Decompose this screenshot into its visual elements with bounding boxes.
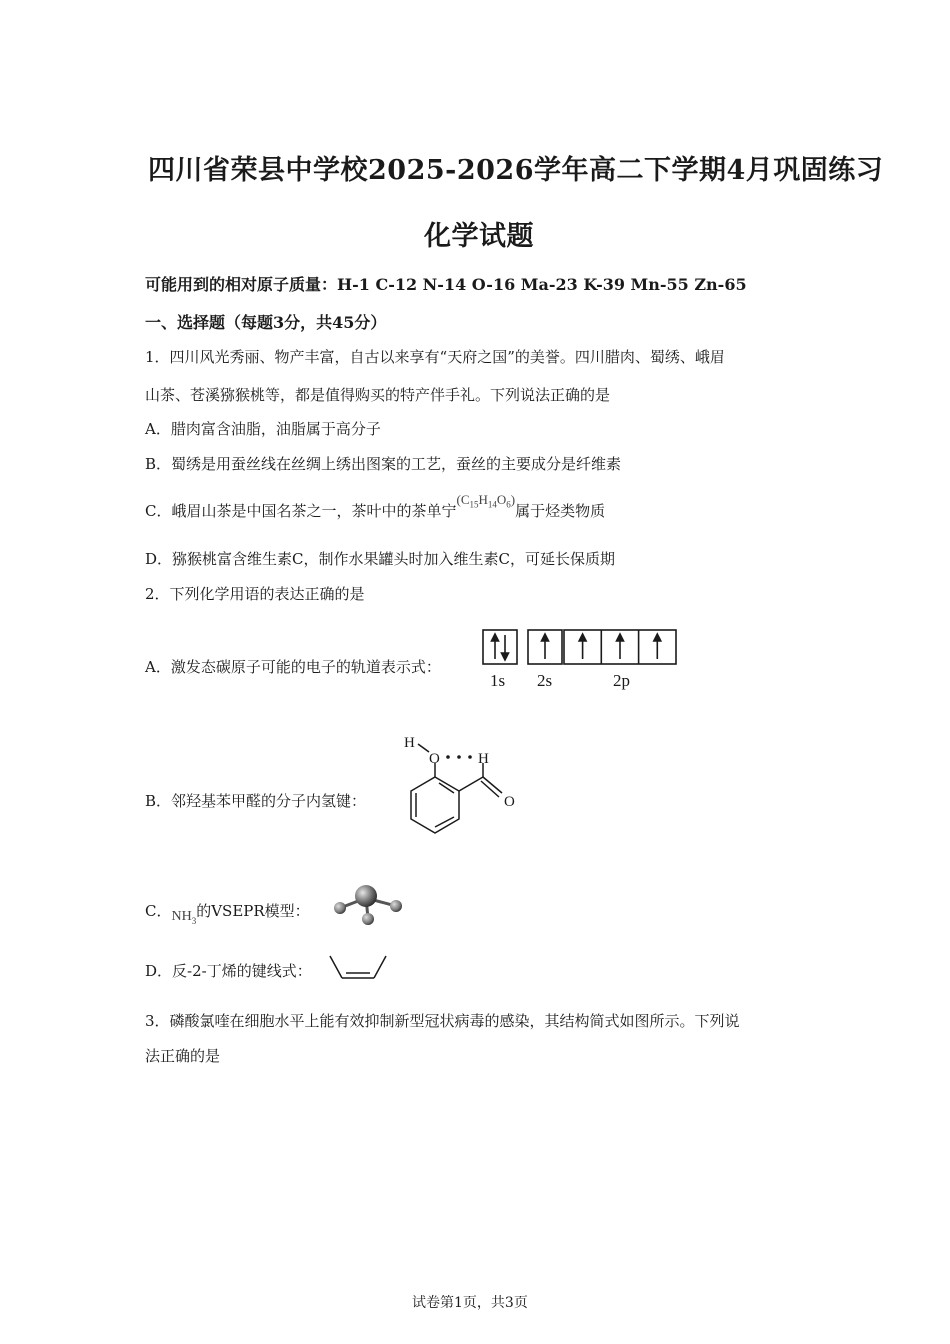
butene-skeletal-formula (326, 952, 392, 984)
q1-option-a: A．腊肉富含油脂，油脂属于高分子 (145, 420, 381, 438)
q2-option-b: B．邻羟基苯甲醛的分子内氢键： (145, 792, 367, 810)
atomic-mass-line: 可能用到的相对原子质量：H-1 C-12 N-14 O-16 Ma-23 K-39 Mn-55 Zn-65 (145, 275, 747, 294)
section-heading: 一、选择题（每题3分，共45分） (145, 313, 387, 332)
q2-option-d: D．反-2-丁烯的键线式： (145, 962, 312, 980)
q1-option-d: D．猕猴桃富含维生素C，制作水果罐头时加入维生素C，可延长保质期 (145, 550, 615, 568)
tea-tannin-formula: $(C_{15}H_{14}O_6)$ (456, 492, 516, 510)
q1-option-b: B．蜀绣是用蚕丝线在丝绸上绣出图案的工艺，蚕丝的主要成分是纤维素 (145, 455, 622, 473)
svg-text:H: H (478, 751, 489, 767)
title-line-2: 化学试题 (424, 221, 534, 252)
q2-option-c: C．$NH_3$的VSEPR模型： (145, 902, 310, 926)
orbital-diagram (482, 628, 682, 690)
q2-stem: 2．下列化学用语的表达正确的是 (145, 585, 365, 603)
svg-text:H: H (404, 735, 415, 751)
nh3-vsepr-model (328, 880, 408, 930)
page-footer: 试卷第1页，共3页 (412, 1295, 528, 1311)
q3-stem-line-2: 法正确的是 (145, 1047, 221, 1065)
q1-option-c (145, 492, 606, 522)
orbital-label-1s: 1s (490, 671, 506, 690)
q1-option-c-prefix: C．峨眉山茶是中国名茶之一，茶叶中的茶单宁 (145, 502, 457, 520)
nh3-formula: $NH_3$ (171, 909, 197, 926)
salicylaldehyde-structure (398, 730, 528, 845)
q3-stem-line-1: 3．磷酸氯喹在细胞水平上能有效抑制新型冠状病毒的感染，其结构简式如图所示。下列说 (145, 1012, 740, 1030)
orbital-label-2p: 2p (613, 671, 630, 690)
orbital-box-1s (483, 630, 517, 664)
q1-stem-line-1: 1．四川风光秀丽、物产丰富，自古以来享有“天府之国”的美誉。四川腊肉、蜀绣、峨眉 (145, 348, 725, 366)
orbital-label-2s: 2s (537, 671, 553, 690)
q2-option-a: A．激发态碳原子可能的电子的轨道表示式： (145, 658, 441, 676)
svg-text:O: O (429, 751, 440, 767)
q1-option-c-suffix: 属于烃类物质 (515, 502, 606, 520)
n-atom (355, 885, 377, 907)
title-line-1: 四川省荣县中学校2025-2026学年高二下学期4月巩固练习 (148, 155, 884, 186)
svg-text:O: O (504, 794, 515, 810)
q1-stem-line-2: 山茶、苍溪猕猴桃等，都是值得购买的特产伴手礼。下列说法正确的是 (145, 386, 611, 404)
